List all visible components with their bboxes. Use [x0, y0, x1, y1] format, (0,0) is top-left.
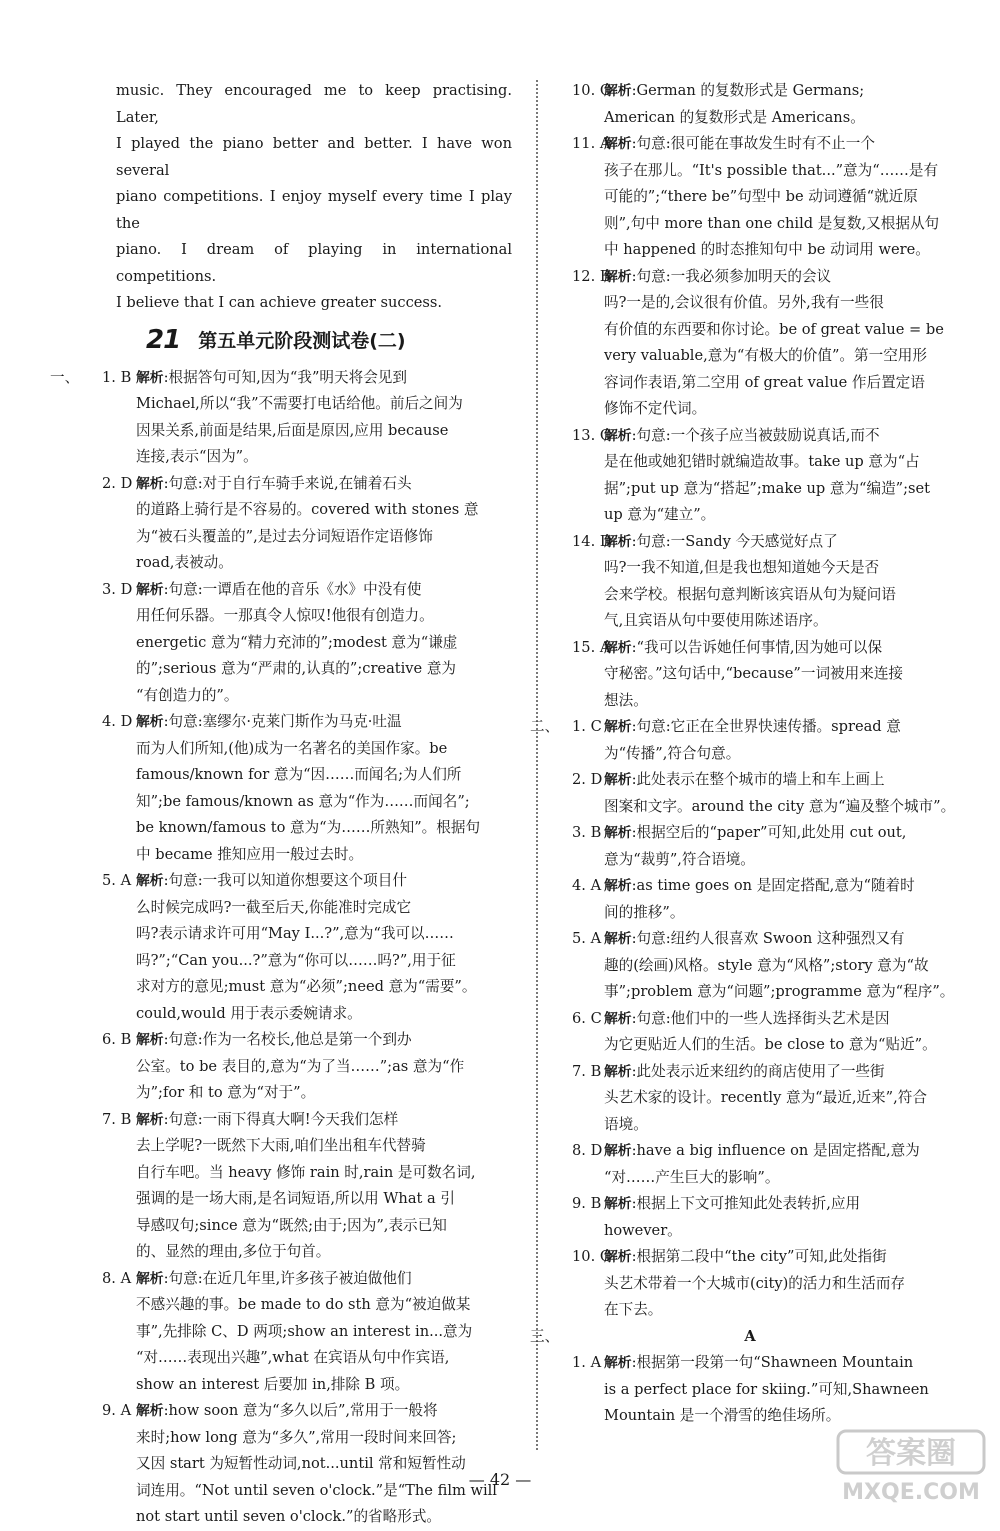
- explanation-line: 因果关系,前面是结果,后面是原因,应用 because: [136, 421, 449, 439]
- explanation-line: 来时;how long 意为“多久”,常用一段时间来回答;: [136, 1428, 457, 1446]
- answer-item: [566, 1059, 970, 1139]
- analysis-keyword: 解析: [604, 931, 632, 947]
- separator: :: [163, 368, 169, 386]
- answer-item: [566, 767, 970, 820]
- explanation-line: road,表被动。: [136, 554, 233, 571]
- explanation-line: [604, 1138, 970, 1165]
- answer-item: [84, 1107, 512, 1266]
- explanation-line: famous/known for 意为“因……而闻名;为人们所: [136, 766, 462, 783]
- explanation-text: 句意:在近几年里,许多孩子被迫做他们: [168, 1269, 412, 1287]
- item-answer: 9. B: [572, 1195, 602, 1212]
- explanation-line: 吗?一我不知道,但是我也想知道她今天是否: [604, 559, 880, 576]
- separator: :: [631, 1062, 637, 1080]
- section-one-continued: [566, 78, 970, 714]
- analysis-keyword: 解析: [136, 1032, 164, 1048]
- left-column: [50, 78, 512, 1531]
- unit-heading: [146, 325, 512, 355]
- answer-item: [566, 423, 970, 529]
- explanation-line: 强调的是一场大雨,是名词短语,所以用 What a 引: [136, 1190, 455, 1207]
- intro-line: piano competitions. I enjoy myself every time I play the: [116, 188, 512, 232]
- explanation-text: 此处表示在整个城市的墙上和车上画上: [636, 771, 885, 788]
- analysis-keyword: 解析: [136, 475, 164, 492]
- explanation-text: 句意:作为一名校长,他总是第一个到办: [168, 1031, 412, 1048]
- explanation-text: 句意:塞缪尔·克莱门斯作为马克·吐温: [168, 713, 402, 730]
- explanation-text: 句意:它正在全世界快速传播。spread 意: [636, 718, 901, 735]
- separator: :: [163, 1269, 169, 1287]
- answer-item: [530, 714, 970, 767]
- explanation-line: very valuable,意为“有极大的价值”。第一空用形: [604, 347, 927, 364]
- answer-item: [566, 1191, 970, 1244]
- explanation-line: not start until seven o'clock.”的省略形式。: [136, 1508, 442, 1525]
- answer-item: [566, 1244, 970, 1324]
- explanation-line: 可能的”;“there be”句型中 be 动词遵循“就近原: [604, 188, 918, 205]
- answer-item: [50, 365, 512, 471]
- answer-item: [566, 78, 970, 131]
- explanation-line: [604, 1059, 970, 1086]
- separator: :: [631, 824, 637, 841]
- intro-line: I played the piano better and better. I have won several: [116, 135, 512, 179]
- separator: :: [631, 426, 637, 444]
- explanation-line: [604, 423, 970, 450]
- explanation-line: 孩子在那儿。“It's possible that...”意为“……是有: [604, 161, 939, 179]
- item-answer: 4. D: [102, 713, 133, 730]
- explanation-text: 句意:一我必须参加明天的会议: [636, 267, 832, 285]
- item-answer: 14. D: [572, 532, 612, 550]
- answer-item: [84, 577, 512, 710]
- item-answer: 10. C: [572, 82, 612, 99]
- explanation-text: have a big influence on 是固定搭配,意为: [636, 1142, 920, 1159]
- explanation-line: 去上学呢?一既然下大雨,咱们坐出租车代替骑: [136, 1137, 426, 1154]
- explanation-line: 不感兴趣的事。be made to do sth 意为“被迫做某: [136, 1296, 471, 1313]
- item-answer: 2. D: [572, 771, 603, 788]
- explanation-line: 又因 start 为短暂性动词,not...until 常和短暂性动: [136, 1455, 466, 1472]
- section-label: 二、: [530, 718, 560, 735]
- explanation-line: however。: [604, 1221, 682, 1239]
- item-answer: 5. A: [102, 872, 132, 889]
- analysis-keyword: 解析: [136, 1270, 164, 1287]
- explanation-line: Mountain 是一个滑雪的绝佳场所。: [604, 1407, 841, 1424]
- answer-item: [566, 529, 970, 635]
- explanation-text: 根据上下文可推知此处表转折,应用: [636, 1195, 861, 1212]
- item-answer: 5. A: [572, 930, 602, 947]
- item-answer: 3. D: [102, 580, 133, 598]
- analysis-keyword: 解析: [604, 427, 632, 444]
- item-answer: 3. B: [572, 824, 602, 841]
- explanation-line: 求对方的意见;must 意为“必须”;need 意为“需要”。: [136, 978, 477, 995]
- separator: :: [631, 771, 637, 788]
- analysis-keyword: 解析: [136, 714, 164, 730]
- explanation-line: [604, 1006, 970, 1033]
- explanation-text: 根据第一段第一句“Shawneen Mountain: [636, 1354, 914, 1371]
- item-answer: 10. C: [572, 1248, 612, 1265]
- explanation-line: 而为人们所知,(他)成为一名著名的美国作家。be: [136, 739, 448, 757]
- analysis-keyword: 解析: [604, 1249, 632, 1265]
- intro-line: music. They encouraged me to keep practising. Later,: [116, 82, 512, 126]
- explanation-line: energetic 意为“精力充沛的”;modest 意为“谦虚: [136, 633, 458, 651]
- analysis-keyword: 解析: [604, 1196, 632, 1212]
- separator: :: [631, 1009, 637, 1027]
- explanation-text: 句意:一我可以知道你想要这个项目什: [168, 872, 407, 889]
- explanation-line: [604, 1244, 970, 1271]
- item-answer: 8. D: [572, 1142, 603, 1159]
- column-divider: [536, 80, 538, 1450]
- explanation-line: 公室。to be 表目的,意为“为了当……”;as 意为“作: [136, 1057, 465, 1075]
- explanation-line: show an interest 后要加 in,排除 B 项。: [136, 1375, 410, 1393]
- explanation-line: 事”,先排除 C、D 两项;show an interest in...意为: [136, 1322, 473, 1340]
- explanation-line: [136, 471, 512, 498]
- explanation-line: [136, 365, 512, 392]
- answer-item: [84, 868, 512, 1027]
- answer-item: [566, 1138, 970, 1191]
- explanation-line: “对……产生巨大的影响”。: [604, 1168, 780, 1186]
- right-column: [530, 78, 970, 1430]
- explanation-text: 句意:一谭盾在他的音乐《水》中没有使: [168, 580, 422, 598]
- explanation-line: could,would 用于表示委婉请求。: [136, 1004, 362, 1022]
- analysis-keyword: 解析: [136, 873, 164, 889]
- analysis-keyword: 解析: [604, 268, 632, 285]
- heading-title: 第五单元阶段测试卷(二): [198, 330, 406, 352]
- item-answer: 13. C: [572, 426, 612, 444]
- explanation-line: 图案和文字。around the city 意为“遍及整个城市”。: [604, 797, 956, 815]
- explanation-text: 句意:一Sandy 今天感觉好点了: [636, 532, 838, 550]
- item-answer: 8. A: [102, 1269, 132, 1287]
- answer-item: [566, 820, 970, 873]
- page-number: — 42 —: [468, 1470, 532, 1489]
- analysis-keyword: 解析: [136, 369, 164, 386]
- explanation-line: 为”;for 和 to 意为“对于”。: [136, 1084, 316, 1101]
- explanation-text: how soon 意为“多久以后”,常用于一般将: [168, 1402, 438, 1419]
- item-answer: 7. B: [572, 1062, 602, 1080]
- watermark-url: MXQE.COM: [842, 1480, 980, 1505]
- item-answer: 4. A: [572, 877, 602, 894]
- separator: :: [163, 1402, 169, 1419]
- explanation-line: 的”;serious 意为“严肃的,认真的”;creative 意为: [136, 660, 457, 677]
- explanation-line: 为它更贴近人们的生活。be close to 意为“贴近”。: [604, 1036, 937, 1053]
- explanation-line: 自行车吧。当 heavy 修饰 rain 时,rain 是可数名词,: [136, 1163, 476, 1181]
- answer-item: [566, 873, 970, 926]
- explanation-line: 吗?一是的,会议很有价值。另外,我有一些很: [604, 294, 884, 311]
- explanation-line: [604, 635, 970, 662]
- explanation-line: “有创造力的”。: [136, 686, 239, 704]
- separator: :: [163, 580, 169, 598]
- separator: :: [631, 1142, 637, 1159]
- explanation-line: 为“传播”,符合句意。: [604, 744, 741, 762]
- explanation-line: [136, 868, 512, 895]
- separator: :: [631, 82, 637, 99]
- separator: :: [631, 135, 637, 152]
- explanation-line: 的道路上骑行是不容易的。covered with stones 意: [136, 501, 479, 518]
- item-answer: 1. A: [572, 1354, 602, 1371]
- answer-item: [566, 1350, 970, 1430]
- explanation-line: up 意为“建立”。: [604, 506, 716, 523]
- section-three-list: [566, 1350, 970, 1430]
- separator: :: [163, 872, 169, 889]
- answer-item: [566, 264, 970, 423]
- explanation-line: [604, 873, 970, 900]
- explanation-line: 容词作表语,第二空用 of great value 作后置定语: [604, 373, 925, 391]
- answer-item: [84, 1266, 512, 1399]
- explanation-line: 吗?表示请求许可用“May I...?”,意为“我可以……: [136, 925, 454, 942]
- explanation-line: 事”;problem 意为“问题”;programme 意为“程序”。: [604, 983, 955, 1000]
- explanation-line: Michael,所以“我”不需要打电话给他。前后之间为: [136, 395, 463, 412]
- separator: :: [631, 267, 637, 285]
- explanation-line: [136, 1266, 512, 1293]
- item-answer: 1. C: [572, 718, 602, 735]
- explanation-line: [136, 1027, 512, 1054]
- analysis-keyword: 解析: [604, 1143, 632, 1159]
- separator: :: [631, 930, 637, 947]
- section-three-part: A: [744, 1327, 756, 1345]
- explanation-line: 头艺术带着一个大城市(city)的活力和生活而存: [604, 1274, 906, 1292]
- separator: :: [631, 532, 637, 550]
- explanation-line: 则”,句中 more than one child 是复数,又根据从句: [604, 214, 940, 232]
- answer-item: [566, 635, 970, 715]
- answer-item: [84, 1398, 512, 1531]
- explanation-line: 么时候完成吗?一截至后天,你能准时完成它: [136, 898, 412, 916]
- explanation-text: “我可以告诉她任何事情,因为她可以保: [636, 638, 883, 656]
- explanation-line: 修饰不定代词。: [604, 400, 707, 417]
- item-answer: 9. A: [102, 1402, 132, 1419]
- explanation-line: 导感叹句;since 意为“既然;由于;因为”,表示已知: [136, 1216, 447, 1234]
- explanation-line: [136, 1398, 512, 1425]
- heading-number: 21: [146, 324, 181, 355]
- explanation-line: [604, 1191, 970, 1218]
- answer-item: [84, 1027, 512, 1107]
- explanation-line: 连接,表示“因为”。: [136, 448, 258, 465]
- separator: :: [163, 713, 169, 730]
- explanation-text: 句意:他们中的一些人选择街头艺术是因: [636, 1009, 890, 1027]
- watermark-logo: [836, 1427, 986, 1505]
- analysis-keyword: 解析: [604, 639, 632, 656]
- analysis-keyword: 解析: [604, 878, 632, 894]
- explanation-text: 根据第二段中“the city”可知,此处指街: [636, 1248, 887, 1265]
- separator: :: [631, 1354, 637, 1371]
- answer-item: [84, 709, 512, 868]
- explanation-line: [604, 78, 970, 105]
- separator: :: [631, 877, 637, 894]
- explanation-text: 句意:一雨下得真大啊!今天我们怎样: [168, 1110, 399, 1128]
- explanation-line: 是在他或她犯错时就编造故事。take up 意为“占: [604, 453, 920, 470]
- explanation-line: is a perfect place for skiing.”可知,Shawneen: [604, 1380, 929, 1398]
- explanation-line: [136, 577, 512, 604]
- separator: :: [163, 474, 169, 492]
- answer-item: [84, 471, 512, 577]
- intro-paragraph: [84, 78, 512, 317]
- explanation-line: 有价值的东西要和你讨论。be of great value = be: [604, 320, 944, 338]
- explanation-line: 间的推移”。: [604, 903, 685, 921]
- item-answer: 6. C: [572, 1009, 602, 1027]
- explanation-line: [604, 264, 970, 291]
- explanation-line: 中 happened 的时态推知句中 be 动词用 were。: [604, 241, 930, 258]
- item-answer: 2. D: [102, 474, 133, 492]
- analysis-keyword: 解析: [136, 1111, 164, 1128]
- explanation-line: [604, 714, 970, 741]
- item-answer: 11. A: [572, 135, 611, 152]
- explanation-line: 头艺术家的设计。recently 意为“最近,近来”,符合: [604, 1089, 927, 1106]
- explanation-line: 据”;put up 意为“搭起”;make up 意为“编造”;set: [604, 479, 931, 497]
- explanation-line: 想法。: [604, 691, 648, 709]
- separator: :: [631, 1195, 637, 1212]
- analysis-keyword: 解析: [604, 533, 632, 550]
- answer-item: [566, 926, 970, 1006]
- explanation-line: [136, 1107, 512, 1134]
- explanation-text: 根据答句可知,因为“我”明天将会见到: [168, 368, 407, 386]
- explanation-text: 句意:纽约人很喜欢 Swoon 这种强烈又有: [636, 930, 905, 947]
- explanation-line: 吗?”;“Can you...?”意为“你可以……吗?”,用于征: [136, 951, 456, 969]
- watermark-text: 答案圈: [866, 1436, 956, 1471]
- item-answer: 15. A: [572, 638, 611, 656]
- section-three-label: 三、: [530, 1327, 560, 1345]
- analysis-keyword: 解析: [136, 581, 164, 598]
- explanation-line: 在下去。: [604, 1301, 663, 1318]
- explanation-text: 句意:很可能在事故发生时有不止一个: [636, 135, 875, 152]
- separator: :: [631, 638, 637, 656]
- intro-line: piano. I dream of playing in international competitions.: [116, 241, 512, 285]
- explanation-line: 守秘密。”这句话中,“because”一词被用来连接: [604, 665, 904, 682]
- explanation-line: 气,且宾语从句中要使用陈述语序。: [604, 612, 828, 629]
- item-answer: 1. B: [102, 368, 132, 386]
- section-one-list: [50, 365, 512, 1531]
- explanation-text: 句意:对于自行车骑手来说,在铺着石头: [168, 474, 412, 492]
- item-answer: 7. B: [102, 1110, 132, 1128]
- analysis-keyword: 解析: [604, 136, 632, 152]
- explanation-line: American 的复数形式是 Americans。: [604, 108, 865, 126]
- analysis-keyword: 解析: [604, 1063, 632, 1080]
- explanation-line: 语境。: [604, 1115, 648, 1133]
- explanation-text: 根据空后的“paper”可知,此处用 cut out,: [636, 824, 907, 841]
- separator: :: [631, 1248, 637, 1265]
- answer-item: [566, 1006, 970, 1059]
- explanation-line: 意为“裁剪”,符合语境。: [604, 850, 755, 868]
- analysis-keyword: 解析: [604, 825, 632, 841]
- intro-line: I believe that I can achieve greater success.: [116, 294, 443, 311]
- analysis-keyword: 解析: [604, 83, 632, 99]
- explanation-line: [604, 767, 970, 794]
- analysis-keyword: 解析: [604, 1355, 632, 1371]
- analysis-keyword: 解析: [604, 772, 632, 788]
- explanation-text: German 的复数形式是 Germans;: [636, 82, 865, 99]
- explanation-line: 词连用。“Not until seven o'clock.”是“The film will: [136, 1481, 497, 1499]
- separator: :: [631, 718, 637, 735]
- section-label: 一、: [50, 368, 80, 386]
- separator: :: [163, 1031, 169, 1048]
- explanation-text: as time goes on 是固定搭配,意为“随着时: [636, 877, 915, 894]
- analysis-keyword: 解析: [604, 719, 632, 735]
- analysis-keyword: 解析: [136, 1403, 164, 1419]
- explanation-text: 句意:一个孩子应当被鼓励说真话,而不: [636, 426, 880, 444]
- analysis-keyword: 解析: [604, 1010, 632, 1027]
- explanation-line: [604, 820, 970, 847]
- item-answer: 6. B: [102, 1031, 132, 1048]
- explanation-line: 中 became 推知应用一般过去时。: [136, 845, 364, 863]
- explanation-line: 知”;be famous/known as 意为“作为……而闻名”;: [136, 792, 470, 810]
- explanation-line: 会来学校。根据句意判断该宾语从句为疑问语: [604, 585, 896, 603]
- section-two-list: [530, 714, 970, 1324]
- explanation-line: “对……表现出兴趣”,what 在宾语从句中作宾语,: [136, 1349, 450, 1366]
- explanation-line: be known/famous to 意为“为……所熟知”。根据句: [136, 819, 481, 836]
- answer-item: [566, 131, 970, 264]
- explanation-text: 此处表示近来纽约的商店使用了一些街: [636, 1062, 885, 1080]
- explanation-line: [604, 926, 970, 953]
- section-three-heading: [530, 1324, 970, 1351]
- explanation-line: [604, 529, 970, 556]
- explanation-line: 的、显然的理由,多位于句首。: [136, 1243, 331, 1260]
- explanation-line: 趣的(绘画)风格。style 意为“风格”;story 意为“故: [604, 956, 929, 974]
- explanation-line: [136, 709, 512, 736]
- explanation-line: [604, 1350, 970, 1377]
- explanation-line: [604, 131, 970, 158]
- item-answer: 12. B: [572, 267, 611, 285]
- explanation-line: 用任何乐器。一那真令人惊叹!他很有创造力。: [136, 607, 434, 624]
- explanation-line: 为“被石头覆盖的”,是过去分词短语作定语修饰: [136, 527, 433, 545]
- separator: :: [163, 1110, 169, 1128]
